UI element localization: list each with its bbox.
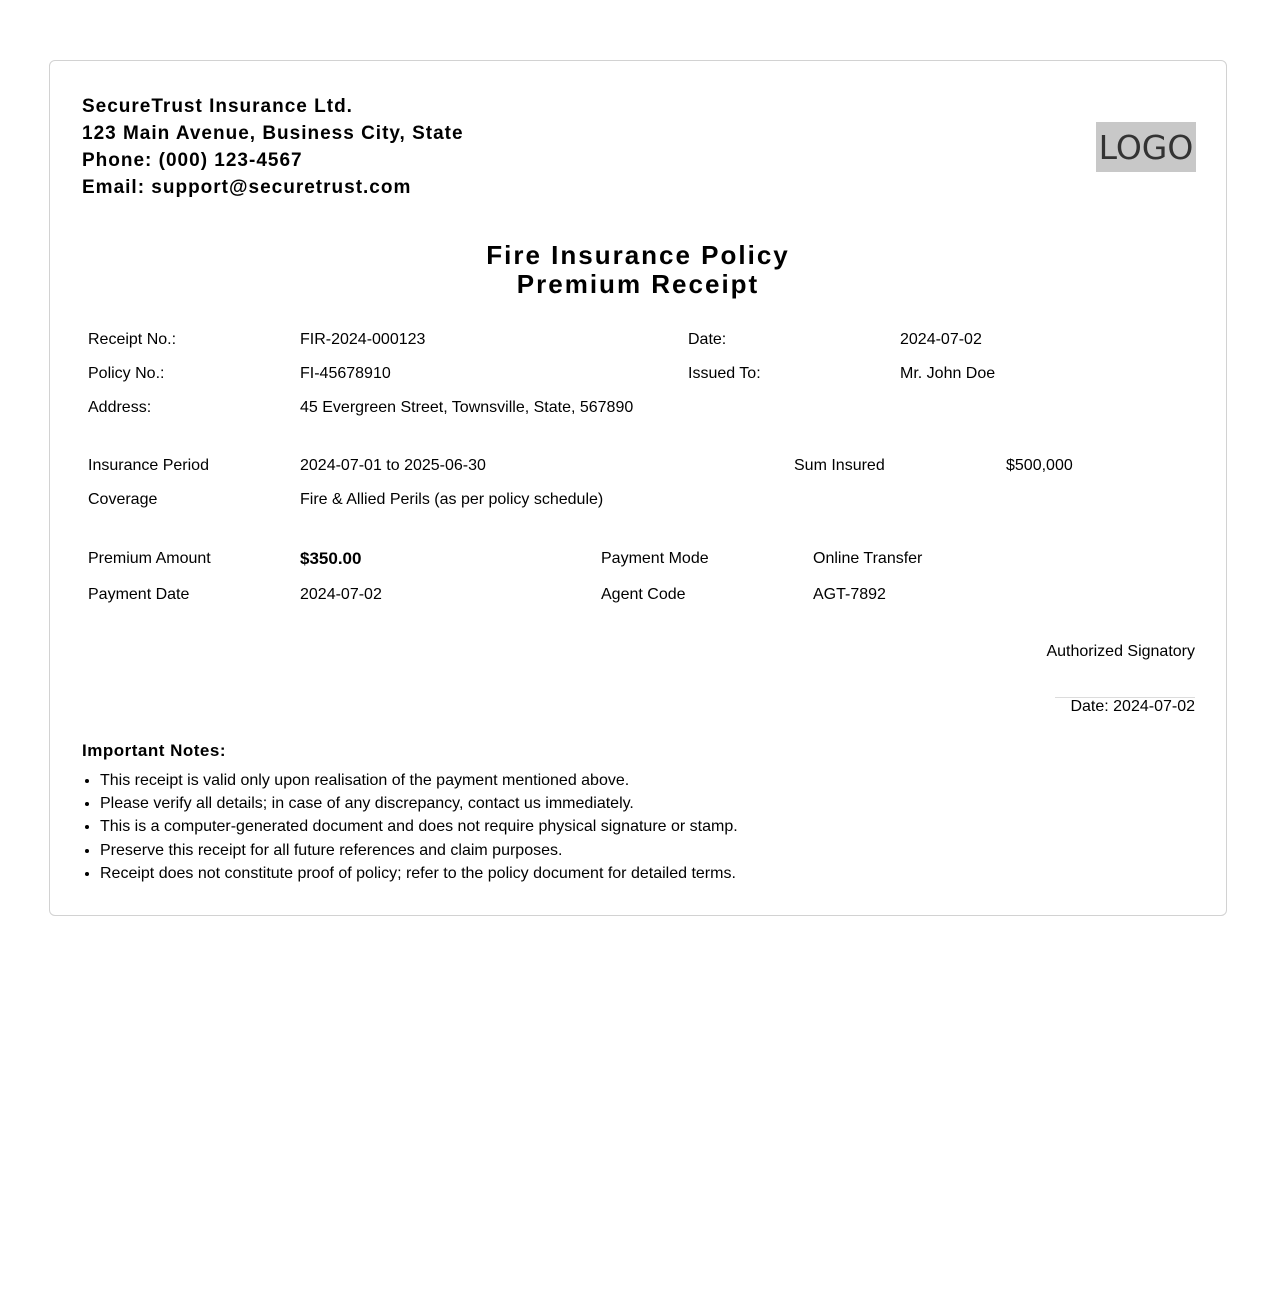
- receipt-card: [49, 60, 1227, 916]
- coverage-value: Fire & Allied Perils (as per policy schedule): [300, 491, 604, 508]
- payment-date-value: 2024-07-02: [300, 586, 382, 603]
- company-address: 123 Main Avenue, Business City, State: [82, 123, 464, 144]
- list-item: • This receipt is valid only upon realisation of the payment mentioned above.: [100, 769, 738, 792]
- list-item: • Receipt does not constitute proof of policy; refer to the policy document for detailed terms.: [100, 862, 738, 885]
- insurance-period-value: 2024-07-01 to 2025-06-30: [300, 457, 486, 474]
- agent-code-label: Agent Code: [601, 586, 686, 603]
- receipt-no-label: Receipt No.:: [88, 331, 177, 348]
- document-subtitle: Premium Receipt: [516, 269, 760, 299]
- address-value: 45 Evergreen Street, Townsville, State, 567890: [300, 399, 634, 416]
- document-title: Fire Insurance Policy: [486, 240, 790, 270]
- notes-list: [82, 769, 738, 885]
- insurance-period-label: Insurance Period: [88, 457, 209, 474]
- premium-amount-value: $350.00: [300, 549, 362, 568]
- receipt-date-label: Date:: [688, 331, 727, 348]
- coverage-label: Coverage: [88, 491, 158, 508]
- premium-amount-label: Premium Amount: [88, 550, 211, 567]
- issued-to-label: Issued To:: [688, 365, 761, 382]
- payment-mode-label: Payment Mode: [601, 550, 709, 567]
- list-item: • Preserve this receipt for all future references and claim purposes.: [100, 839, 738, 862]
- company-email: Email: support@securetrust.com: [82, 177, 412, 198]
- address-label: Address:: [88, 399, 152, 416]
- receipt-date-value: 2024-07-02: [900, 331, 982, 348]
- policy-no-label: Policy No.:: [88, 365, 165, 382]
- list-item: • This is a computer-generated document and does not require physical signature or stamp.: [100, 815, 738, 838]
- payment-mode-value: Online Transfer: [813, 550, 923, 567]
- agent-code-value: AGT-7892: [813, 586, 886, 603]
- company-logo: LOGO: [1096, 122, 1196, 172]
- notes-heading: Important Notes:: [82, 741, 226, 760]
- receipt-no-value: FIR-2024-000123: [300, 331, 426, 348]
- policy-no-value: FI-45678910: [300, 365, 391, 382]
- list-item: • Please verify all details; in case of any discrepancy, contact us immediately.: [100, 792, 738, 815]
- payment-date-label: Payment Date: [88, 586, 190, 603]
- signature-date: Date: 2024-07-02: [1070, 698, 1195, 715]
- company-phone: Phone: (000) 123-4567: [82, 150, 303, 171]
- company-info: [82, 93, 464, 201]
- sum-insured-value: $500,000: [1006, 457, 1073, 474]
- company-name: SecureTrust Insurance Ltd.: [82, 96, 353, 117]
- sum-insured-label: Sum Insured: [794, 457, 885, 474]
- authorized-signatory-label: Authorized Signatory: [1046, 643, 1195, 660]
- issued-to-value: Mr. John Doe: [900, 365, 996, 382]
